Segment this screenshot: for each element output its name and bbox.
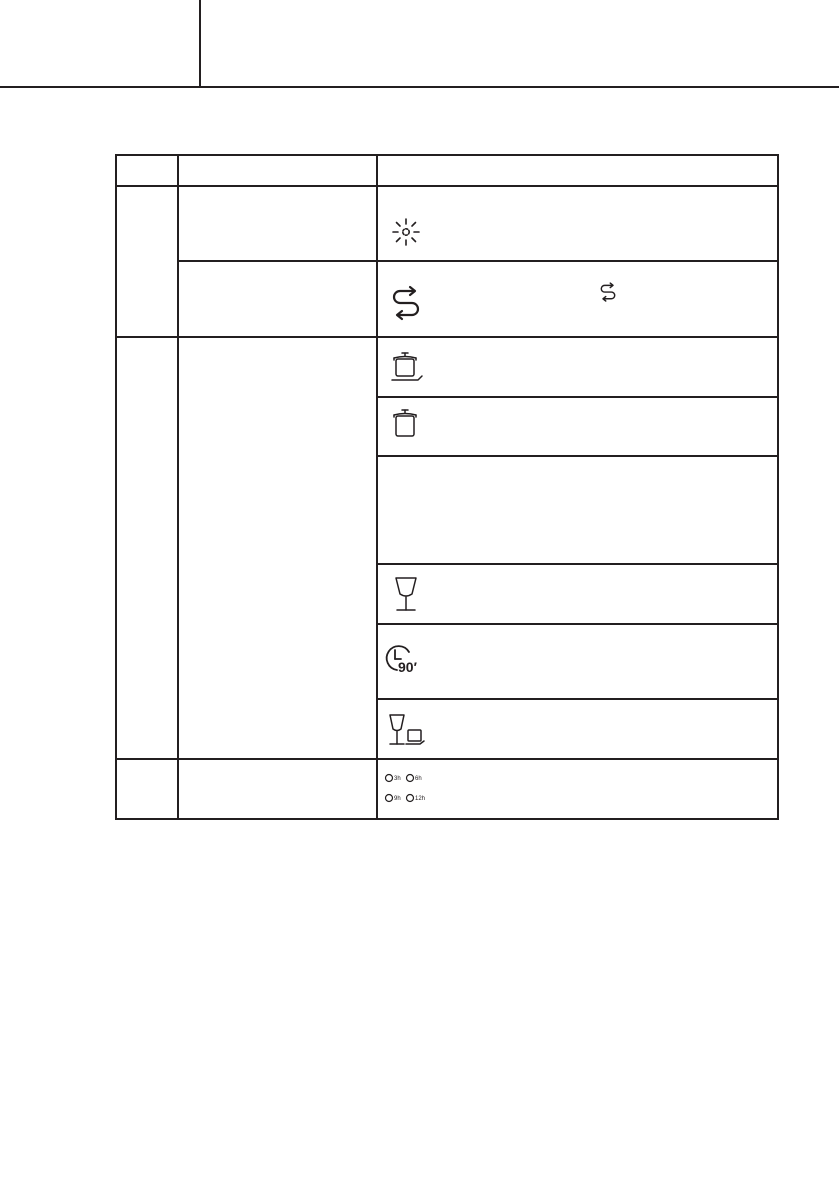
delay-indicator-6h bbox=[407, 775, 414, 782]
delay-timer-icon bbox=[383, 768, 453, 806]
delay-indicator-3h bbox=[386, 775, 393, 782]
regeneration-cycle-icon bbox=[390, 285, 422, 319]
clock-90-icon bbox=[383, 642, 425, 676]
column-divider-1 bbox=[177, 154, 179, 820]
intensive-pot-plate-icon bbox=[389, 350, 427, 384]
column-divider-2 bbox=[376, 154, 378, 820]
program-divider-4 bbox=[376, 623, 779, 625]
group-divider-2 bbox=[115, 758, 779, 760]
table-border-right bbox=[777, 154, 779, 820]
clock-90-label: 90′ bbox=[398, 659, 417, 675]
regeneration-cycle-inline-icon bbox=[599, 282, 617, 301]
delay-indicator-12h bbox=[407, 795, 414, 802]
rinse-aid-sparkle-icon bbox=[389, 215, 423, 249]
table-border-bottom bbox=[115, 818, 779, 820]
page-header bbox=[0, 0, 839, 87]
program-divider-3 bbox=[376, 563, 779, 565]
header-row-divider bbox=[115, 185, 779, 187]
delay-label-12h: 12h bbox=[415, 796, 426, 802]
delay-label-6h: 6h bbox=[415, 776, 422, 782]
program-divider-1 bbox=[376, 396, 779, 398]
delay-label-9h: 9h bbox=[394, 796, 401, 802]
table-border-left bbox=[115, 154, 117, 820]
program-divider-5 bbox=[376, 698, 779, 700]
wine-glass-icon bbox=[394, 576, 418, 614]
group-divider-1 bbox=[115, 336, 779, 338]
header-rule bbox=[0, 86, 839, 88]
table-border-top bbox=[115, 154, 779, 156]
indicator-table bbox=[115, 154, 779, 820]
header-right-box bbox=[201, 0, 839, 86]
pot-icon bbox=[389, 407, 423, 441]
header-left-box bbox=[0, 0, 199, 86]
subrow-divider-regen bbox=[177, 260, 779, 262]
program-divider-2 bbox=[376, 455, 779, 457]
glass-and-cup-icon bbox=[387, 712, 427, 750]
delay-indicator-9h bbox=[386, 795, 393, 802]
delay-label-3h: 3h bbox=[394, 776, 401, 782]
